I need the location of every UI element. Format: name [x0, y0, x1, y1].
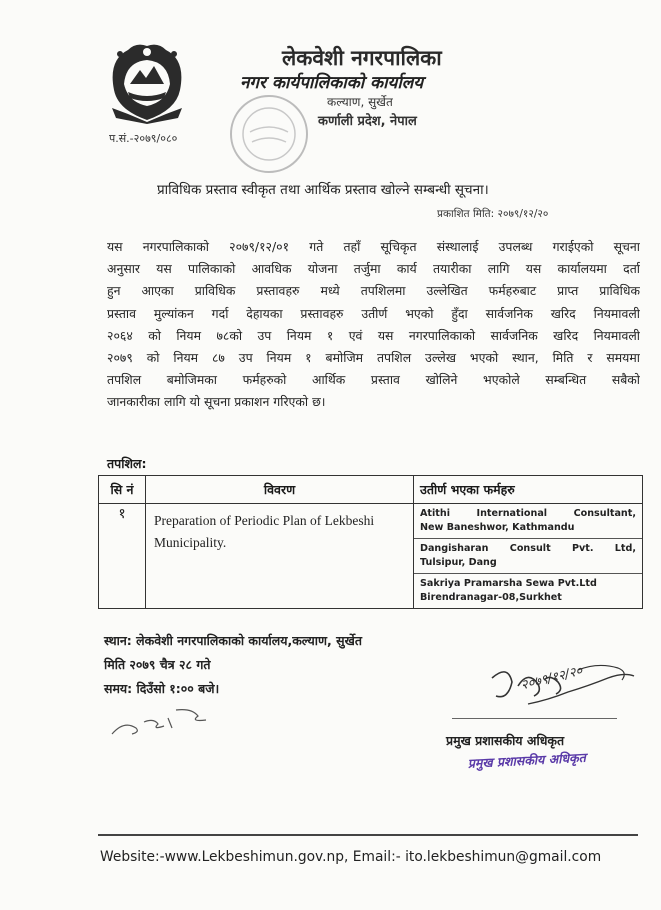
firm-name: Dangisharan Consult Pvt. Ltd, — [420, 543, 636, 554]
firm-name: Atithi International Consultant, — [420, 508, 636, 519]
firm-name: Sakriya Pramarsha Sewa Pvt.Ltd — [420, 578, 597, 589]
column-header-sn: सि नं — [99, 476, 146, 504]
body-line: जानकारीका लागि यो सूचना प्रकाशन गरिएको छ। — [107, 394, 326, 410]
body-line: २०६४ को नियम ७८को उप नियम १ एवं यस नगरपालिकाको सार्वजनिक खरिद नियमावली — [107, 327, 640, 343]
initials-signature-icon — [106, 700, 216, 740]
signature-date: २०७९/१२/२० — [519, 663, 585, 694]
firms-table — [98, 475, 643, 609]
venue-line: स्थान: लेकवेशी नगरपालिकाको कार्यालय,कल्याण, सुर्खेत — [104, 633, 362, 648]
table-row — [99, 504, 643, 609]
footer-divider — [98, 834, 638, 836]
body-line: अनुसार यस पालिकाको आवधिक योजना तर्जुमा कार्य तयारीका लागि यस कार्यालयमा दर्ता — [107, 261, 640, 277]
signatory-title: प्रमुख प्रशासकीय अधिकृत — [446, 733, 565, 748]
signature-line — [452, 718, 617, 719]
firm-entry — [414, 504, 642, 539]
body-line: तपशिल बमोजिमका फर्महरुको आर्थिक प्रस्ताव खोलिने भएकोले सम्बन्धित सबैको — [107, 372, 640, 388]
body-line: यस नगरपालिकाको २०७९/१२/०१ गते तहाँ सूचिकृत संस्थालाई उपलब्ध गराईएको सूचना — [107, 239, 640, 254]
table-heading: तपशिल: — [107, 456, 147, 471]
row-description: Preparation of Periodic Plan of Lekbeshi Municipality. — [146, 504, 414, 609]
notice-subject: प्राविधिक प्रस्ताव स्वीकृत तथा आर्थिक प्रस्ताव खोल्ने सम्बन्धी सूचना। — [157, 182, 489, 198]
column-header-description: विवरण — [146, 476, 414, 504]
body-line: हुन आएका प्राविधिक प्रस्तावहरु मध्ये तपशिलमा उल्लेखित फर्महरुबाट प्राप्त प्राविधिक — [107, 283, 640, 299]
municipality-name: लेकवेशी नगरपालिका — [282, 46, 442, 70]
office-location: कल्याण, सुर्खेत — [327, 95, 393, 109]
office-name: नगर कार्यपालिकाको कार्यालय — [240, 73, 424, 93]
time-line: समय: दिउँसो १:०० बजे। — [104, 681, 220, 696]
contact-line: Website:-www.Lekbeshimun.gov.np, Email:- ito.lekbeshimun@gmail.com — [100, 849, 602, 865]
notice-body — [107, 236, 640, 414]
firm-entry — [414, 574, 642, 608]
row-firms — [414, 504, 643, 609]
body-line: प्रस्ताव मुल्यांकन गर्दा देहायका प्रस्तावहरु उतीर्ण भएको हुँदा सार्वजनिक खरिद नियमावली — [107, 305, 640, 321]
date-line: मिति २०७९ चैत्र २८ गते — [104, 657, 211, 672]
firm-entry — [414, 539, 642, 574]
firm-address: New Baneshwor, Kathmandu — [420, 522, 575, 533]
body-line: २०७९ को नियम ८७ उप नियम १ बमोजिम तपशिल उल्लेख भएको स्थान, मिति र समयमा — [107, 350, 640, 366]
row-sn: १ — [99, 504, 146, 609]
column-header-firms: उतीर्ण भएका फर्महरु — [414, 476, 643, 504]
designation-stamp: प्रमुख प्रशासकीय अधिकृत — [467, 749, 587, 771]
published-date: प्रकाशित मिति: २०७९/१२/२० — [437, 208, 549, 220]
firm-address: Tulsipur, Dang — [420, 557, 497, 568]
table-header-row — [99, 476, 643, 504]
reference-number: प.सं.-२०७९/०८० — [109, 132, 178, 145]
province-name: कर्णाली प्रदेश, नेपाल — [318, 114, 417, 129]
office-stamp-icon — [228, 92, 310, 176]
nepal-emblem-icon — [106, 40, 188, 124]
firm-address: Birendranagar-08,Surkhet — [420, 592, 562, 603]
